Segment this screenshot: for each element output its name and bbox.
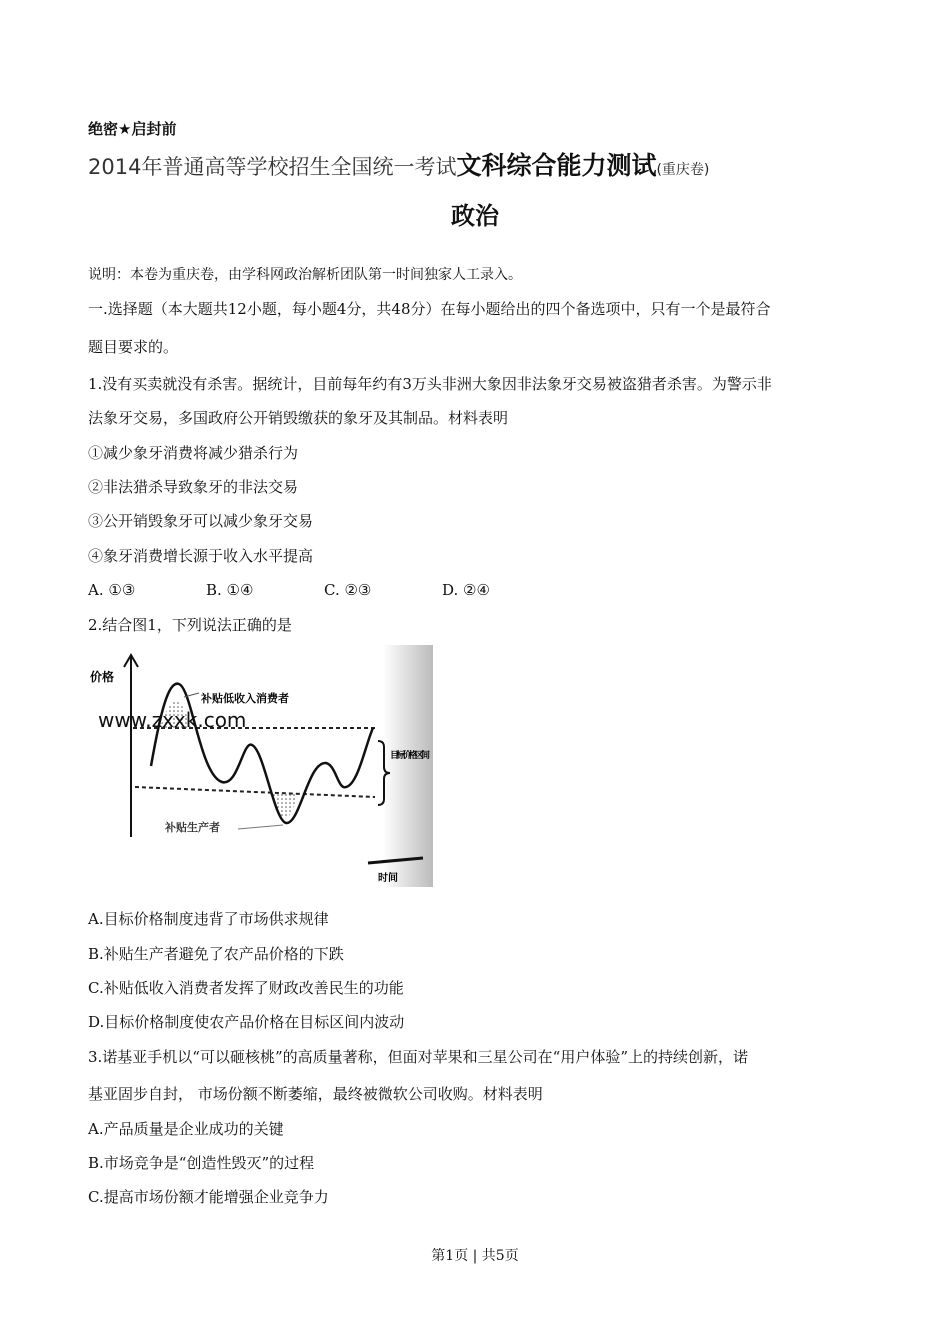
q2-option: B.补贴生产者避免了农产品价格的下跌 xyxy=(88,945,344,963)
q1-item: ④象牙消费增长源于收入水平提高 xyxy=(88,547,314,565)
q1-item: ①减少象牙消费将减少猎杀行为 xyxy=(88,444,299,462)
option: A. ①③ xyxy=(88,581,136,599)
q1-options xyxy=(88,580,560,600)
page-footer: 第1页 | 共5页 xyxy=(431,1248,519,1264)
watermark: www.zxxk.com xyxy=(98,708,247,732)
q1-item: ③公开销毁象牙可以减少象牙交易 xyxy=(88,512,314,530)
q2-option: C.补贴低收入消费者发挥了财政改善民生的功能 xyxy=(88,979,404,997)
exam-title xyxy=(88,146,709,182)
question-1-stem: 法象牙交易，多国政府公开销毁缴获的象牙及其制品。材料表明 xyxy=(88,409,509,427)
y-axis-label: 价格 xyxy=(90,670,115,684)
section-text: 题目要求的。 xyxy=(88,338,179,356)
title-part: 2014年普通高等学校招生全国统一考试 xyxy=(88,155,457,179)
leader-line xyxy=(238,825,283,829)
question-3-stem: 3.诺基亚手机以“可以砸核桃”的高质量著称，但面对苹果和三星公司在“用户体验”上的持续创新，诺 xyxy=(88,1048,748,1066)
note: 说明：本卷为重庆卷，由学科网政治解析团队第一时间独家人工录入。 xyxy=(88,267,522,283)
figure-1-price-chart xyxy=(88,645,433,887)
q3-option: C.提高市场份额才能增强企业竞争力 xyxy=(88,1188,329,1206)
question-2-stem: 2.结合图1，下列说法正确的是 xyxy=(88,616,292,634)
x-axis-label: 时间 xyxy=(378,873,398,884)
section-text: 一.选择题（本大题共12小题，每小题4分，共48分）在每小题给出的四个备选项中，只有一个是最符合 xyxy=(88,300,771,318)
q3-option: A.产品质量是企业成功的关键 xyxy=(88,1120,284,1138)
q3-option: B.市场竞争是“创造性毁灭”的过程 xyxy=(88,1154,315,1172)
consumer-subsidy-label: 补贴低收入消费者 xyxy=(201,692,289,705)
option: B. ①④ xyxy=(206,581,254,599)
target-range-label: 目标价格区间 xyxy=(390,751,430,761)
subject-title: 政治 xyxy=(451,202,499,230)
scan-shadow xyxy=(383,645,433,887)
secret-label: 绝密★启封前 xyxy=(88,120,177,138)
q1-item: ②非法猎杀导致象牙的非法交易 xyxy=(88,478,299,496)
question-1-stem: 1.没有买卖就没有杀害。据统计，目前每年约有3万头非洲大象因非法象牙交易被盗猎者杀害。为警示非 xyxy=(88,375,772,393)
title-part: 文科综合能力测试 xyxy=(456,151,657,180)
question-3-stem: 基亚固步自封， 市场份额不断萎缩，最终被微软公司收购。材料表明 xyxy=(88,1085,543,1103)
title-part: (重庆卷) xyxy=(656,162,710,178)
lower-target-line xyxy=(135,787,375,797)
q2-option: A.目标价格制度违背了市场供求规律 xyxy=(88,910,329,928)
producer-subsidy-label: 补贴生产者 xyxy=(165,821,220,834)
option: C. ②③ xyxy=(324,581,372,599)
option: D. ②④ xyxy=(442,581,490,599)
q2-option: D.目标价格制度使农产品价格在目标区间内波动 xyxy=(88,1013,405,1031)
